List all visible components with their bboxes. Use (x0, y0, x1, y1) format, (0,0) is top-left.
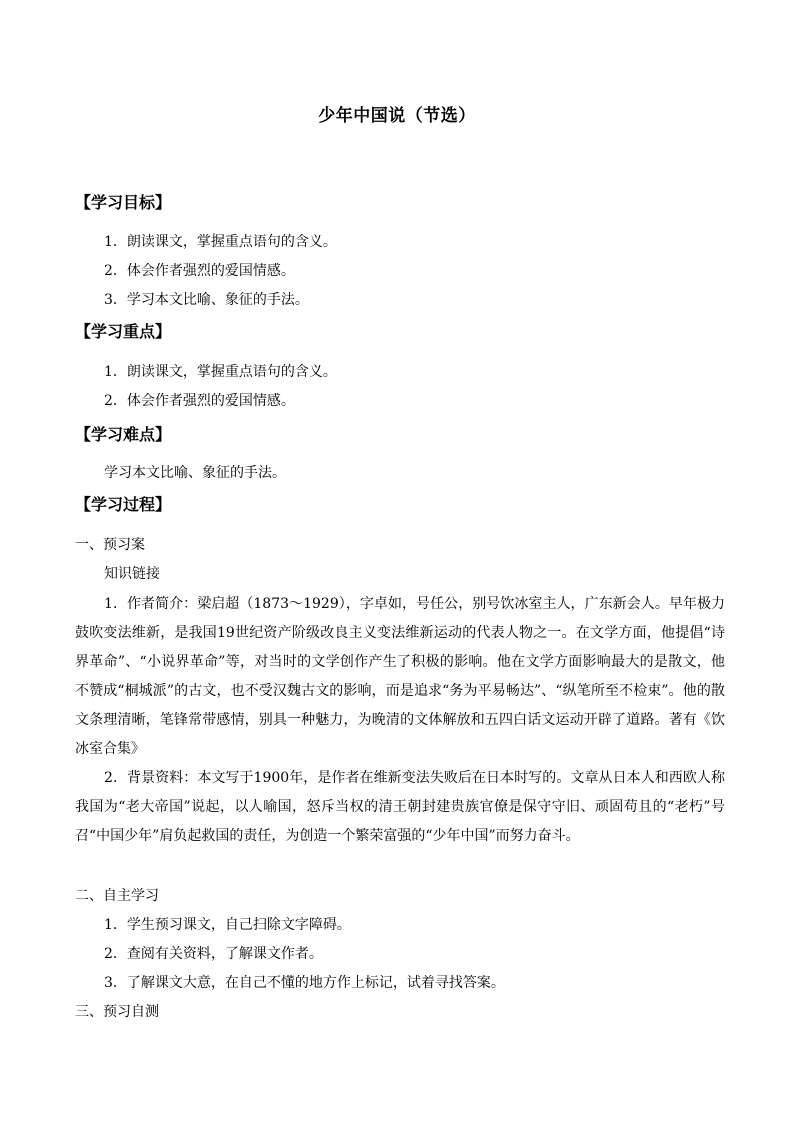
key-points-item: 2．体会作者强烈的爱国情感。 (104, 393, 295, 409)
part2-label: 二、自主学习 (75, 888, 159, 904)
goals-item: 1．朗读课文，掌握重点语句的含义。 (104, 234, 337, 250)
key-points-item: 1．朗读课文，掌握重点语句的含义。 (104, 364, 337, 380)
difficulties-text: 学习本文比喻、象征的手法。 (104, 465, 286, 481)
part3-label: 三、预习自测 (75, 1004, 159, 1020)
part1-label: 一、预习案 (75, 537, 145, 553)
author-intro-paragraph: 1．作者简介：梁启超（1873～1929），字卓如，号任公，别号饮冰室主人，广东新会人。早年极力鼓吹变法维新，是我国19世纪资产阶级改良主义变法维新运动的代表人物之一。在文学方面，他提倡“诗界革命”、“小说界革命”等，对当时的文学创作产生了积极的影响。他在文学方面影响最大的是散文，他不赞成“桐城派”的古文，也不受汉魏古文的影响，而是追求“务为平易畅达”、“纵笔所至不检束”。他的散文条理清晰，笔锋常带感情，别具一种魅力，为晚清的文体解放和五四白话文运动开辟了道路。著有《饮冰室合集》 (75, 596, 725, 757)
goals-item: 2．体会作者强烈的爱国情感。 (104, 263, 295, 279)
process-heading: 【学习过程】 (75, 495, 172, 514)
goals-heading: 【学习目标】 (75, 193, 172, 212)
part1-sublabel: 知识链接 (104, 566, 160, 582)
part2-item: 2．查阅有关资料，了解课文作者。 (104, 946, 323, 962)
key-points-heading: 【学习重点】 (75, 322, 172, 341)
difficulties-heading: 【学习难点】 (75, 425, 172, 444)
document-title: 少年中国说（节选） (318, 106, 476, 126)
part2-item: 1．学生预习课文，自己扫除文字障碍。 (104, 917, 351, 933)
background-paragraph: 2．背景资料：本文写于1900年，是作者在维新变法失败后在日本时写的。文章从日本人和西欧人称我国为“老大帝国”说起，以人喻国，怒斥当权的清王朝封建贵族官僚是保守守旧、顽固苟且的“老朽”号召“中国少年”肩负起救国的责任，为创造一个繁荣富强的“少年中国”而努力奋斗。 (75, 770, 725, 844)
part2-item: 3．了解课文大意，在自己不懂的地方作上标记，试着寻找答案。 (104, 975, 505, 991)
goals-item: 3．学习本文比喻、象征的手法。 (104, 292, 309, 308)
